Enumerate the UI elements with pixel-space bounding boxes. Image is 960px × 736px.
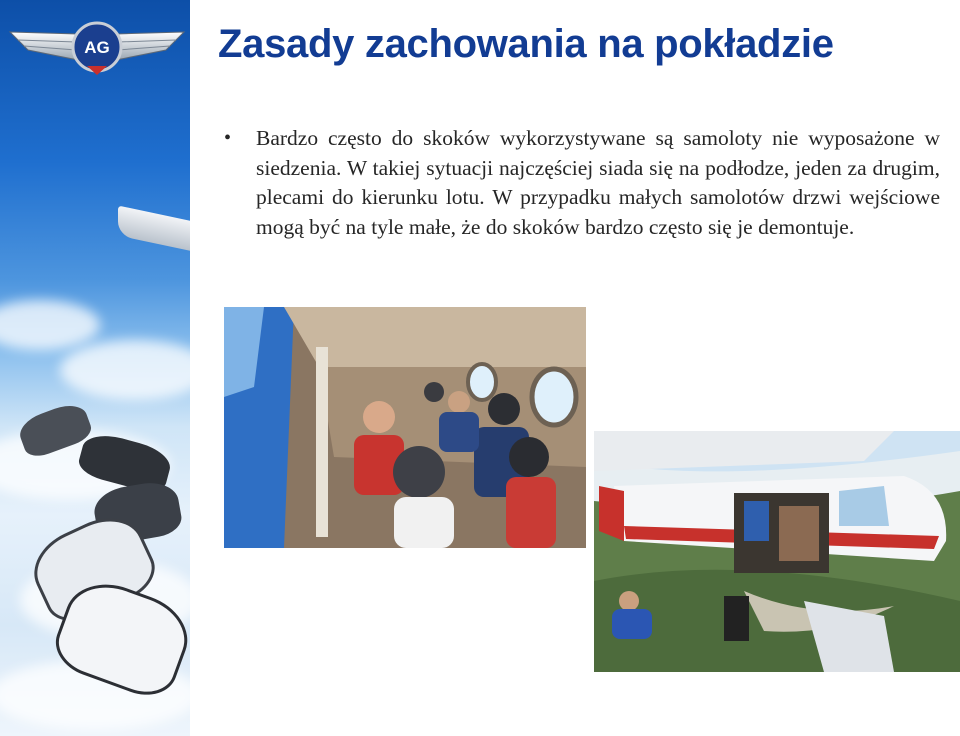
bullet-text: Bardzo często do skoków wykorzystywane są samoloty nie wyposażone w siedzenia. W takiej sytuacji najczęściej siada się na podłodze, jeden za drugim, plecami do kierunku lotu. W przypadku małych samolotów drzwi wejściowe mogą być na tyle małe, że do skoków bardzo często się je demontuje. [256, 126, 940, 239]
sidebar-sky-panel [0, 0, 190, 736]
cabin-photo [224, 307, 586, 548]
logo-text: AG [84, 38, 110, 57]
bullet-item [224, 124, 940, 242]
airplane-wing [118, 205, 190, 252]
slide-title: Zasady zachowania na pokładzie [218, 22, 834, 66]
bullet-dot-icon: • [224, 127, 232, 149]
winged-logo-icon [8, 20, 186, 76]
bullet-list [224, 124, 940, 242]
aircraft-photo [594, 431, 960, 672]
